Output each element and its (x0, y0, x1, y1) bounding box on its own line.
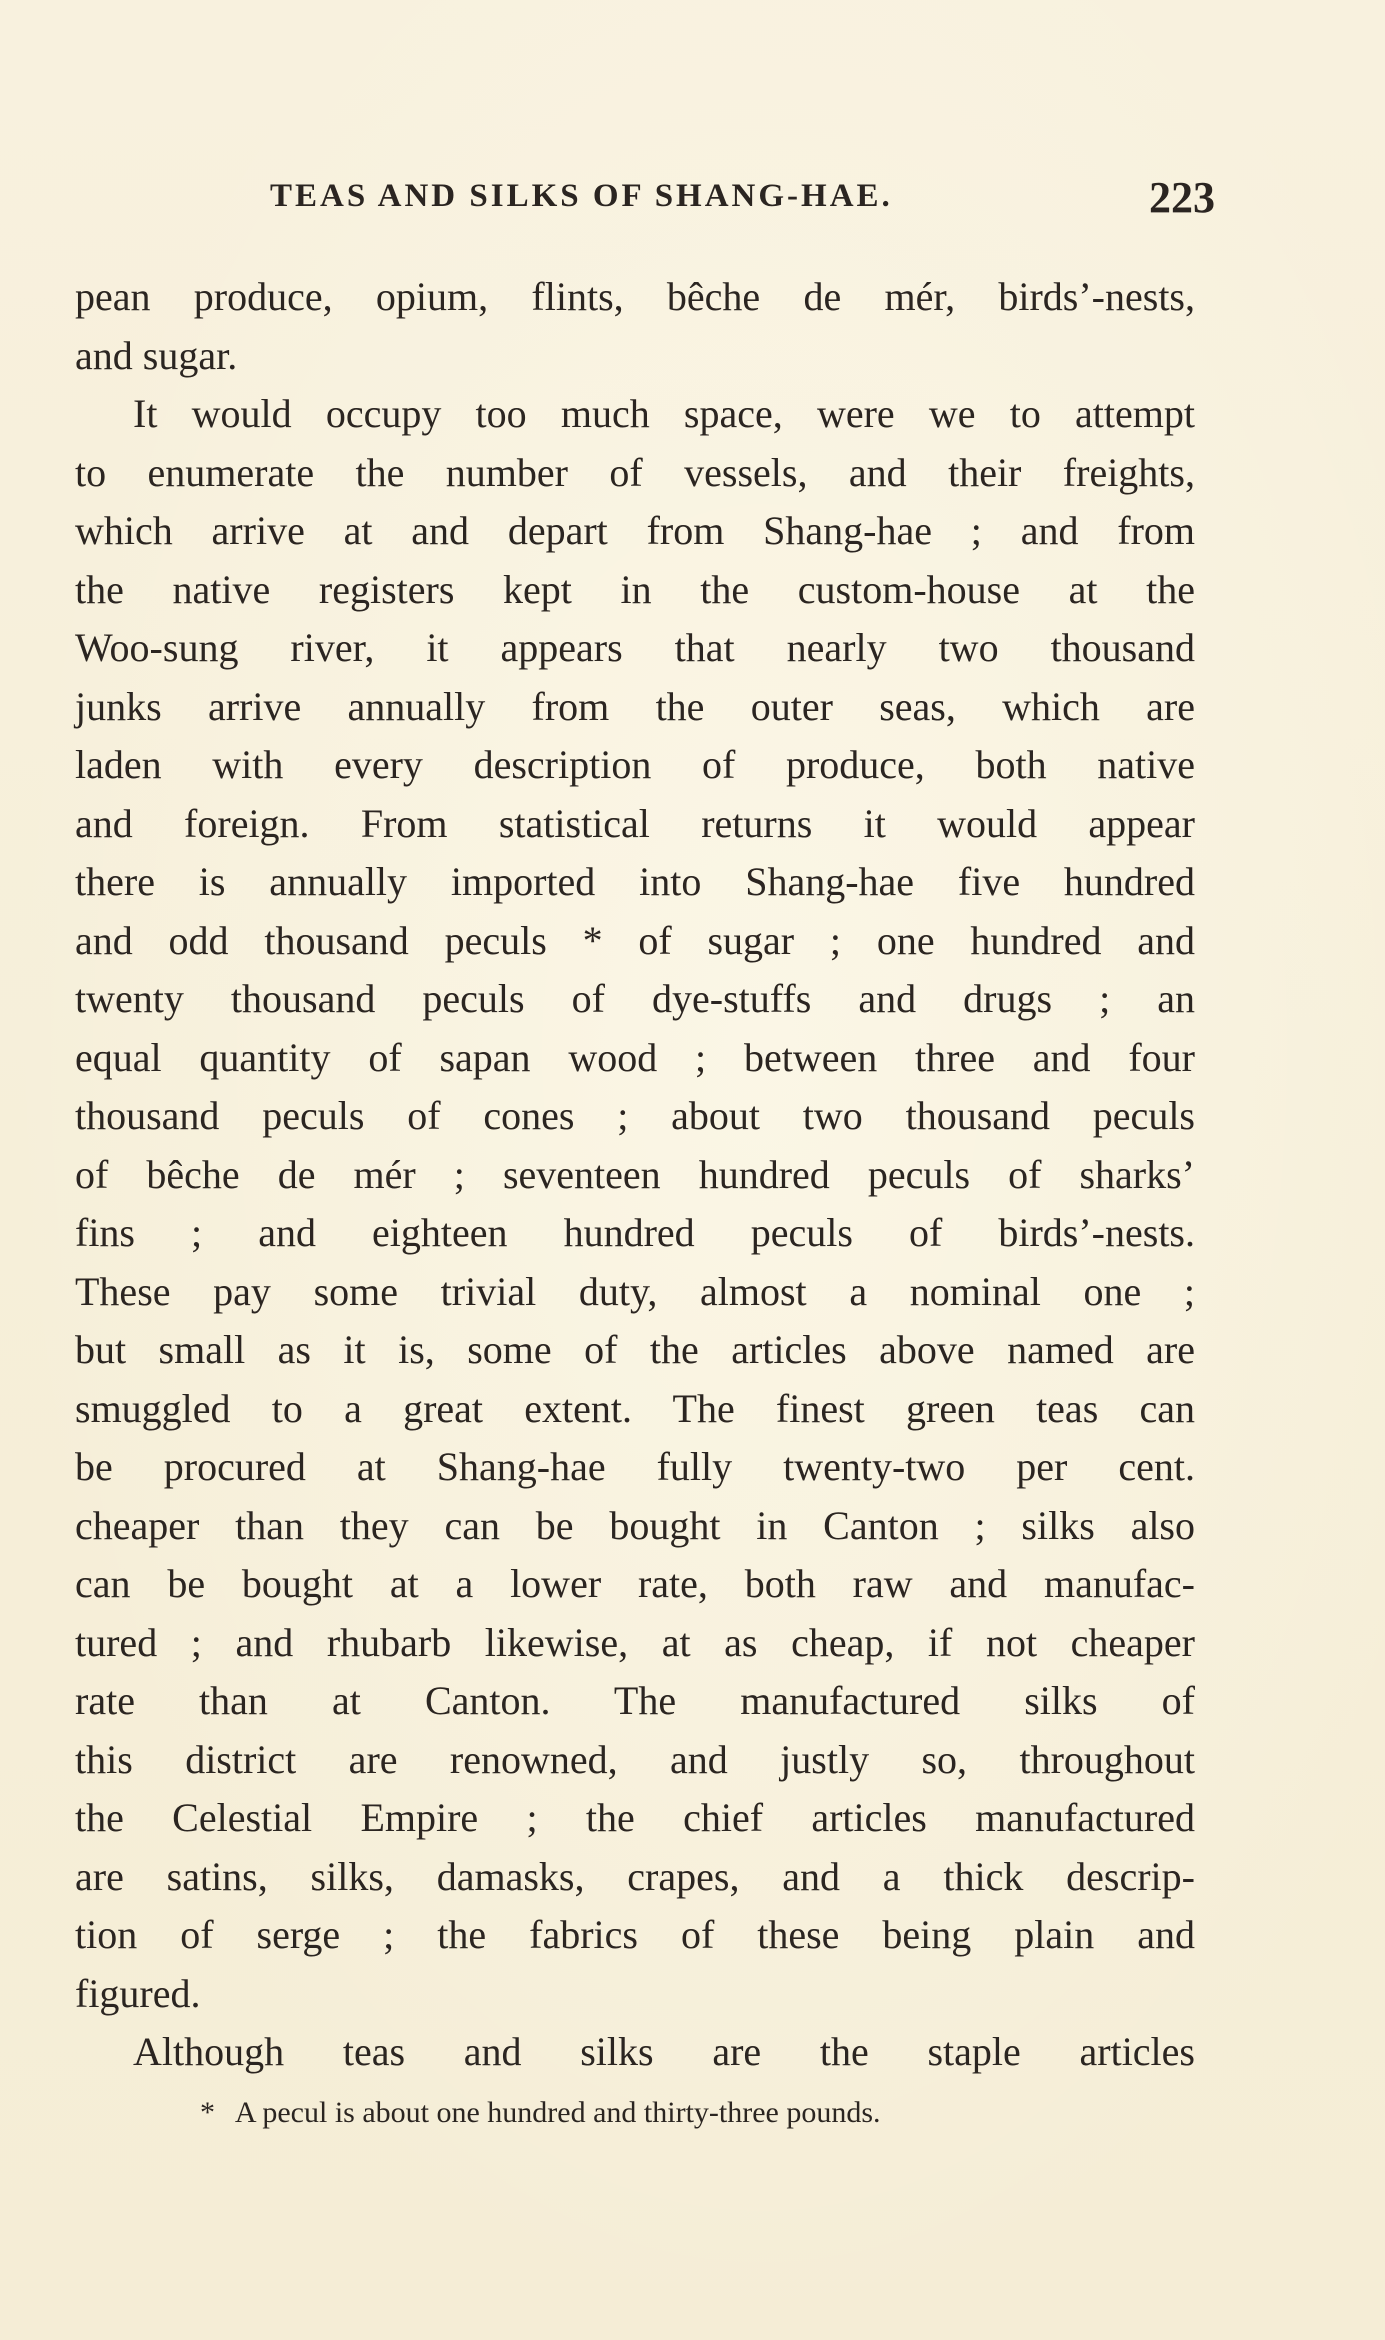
footnote-mark: * (200, 2096, 215, 2129)
footnote-text: A pecul is about one hundred and thirty-three pounds. (234, 2096, 881, 2129)
text-line: tured ; and rhubarb likewise, at as cheap, if not cheaper (75, 1619, 1195, 1665)
page-number: 223 (1149, 173, 1215, 222)
text-line: can be bought at a lower rate, both raw and manufac- (75, 1561, 1195, 1606)
text-line: laden with every description of produce, both native (75, 742, 1195, 787)
text-line: These pay some trivial duty, almost a nominal one ; (75, 1268, 1195, 1314)
text-line: pean produce, opium, flints, bêche de mér, birds’-nests, (75, 274, 1195, 319)
text-line: there is annually imported into Shang-hae five hundred (75, 859, 1195, 904)
text-line: equal quantity of sapan wood ; between three and four (75, 1034, 1195, 1080)
running-head (270, 173, 1215, 228)
text-line: and sugar. (75, 332, 238, 378)
text-line: cheaper than they can be bought in Canton ; silks also (75, 1502, 1195, 1548)
text-line: tion of serge ; the fabrics of these being plain and (75, 1912, 1195, 1957)
text-line: and foreign. From statistical returns it would appear (75, 800, 1195, 846)
text-line: be procured at Shang-hae fully twenty-two per cent. (75, 1444, 1195, 1489)
text-line: Although teas and silks are the staple articles (133, 2029, 1195, 2074)
text-line: this district are renowned, and justly so, throughout (75, 1736, 1195, 1782)
text-line: smuggled to a great extent. The finest green teas can (75, 1385, 1195, 1431)
text-line: twenty thousand peculs of dye-stuffs and drugs ; an (75, 976, 1195, 1021)
text-line: junks arrive annually from the outer seas, which are (75, 683, 1195, 729)
text-line: to enumerate the number of vessels, and their freights, (75, 449, 1195, 495)
text-line: but small as it is, some of the articles above named are (75, 1327, 1195, 1372)
running-title: TEAS AND SILKS OF SHANG-HAE. (270, 178, 893, 214)
text-line: are satins, silks, damasks, crapes, and a thick descrip- (75, 1853, 1195, 1899)
body-text (75, 268, 1195, 2082)
text-line: the native registers kept in the custom-house at the (75, 566, 1195, 612)
text-line: of bêche de mér ; seventeen hundred peculs of sharks’ (75, 1151, 1195, 1197)
text-line: and odd thousand peculs * of sugar ; one hundred and (75, 917, 1195, 963)
text-line: rate than at Canton. The manufactured silks of (75, 1678, 1195, 1723)
text-line: Woo-sung river, it appears that nearly two thousand (75, 625, 1195, 670)
footnote (200, 2096, 881, 2130)
text-line: thousand peculs of cones ; about two thousand peculs (75, 1093, 1195, 1138)
text-line: which arrive at and depart from Shang-hae ; and from (75, 508, 1195, 553)
text-line: fins ; and eighteen hundred peculs of birds’-nests. (75, 1210, 1195, 1255)
text-line: figured. (75, 1970, 201, 2016)
text-line: It would occupy too much space, were we to attempt (133, 391, 1195, 436)
text-line: the Celestial Empire ; the chief articles manufactured (75, 1795, 1195, 1840)
